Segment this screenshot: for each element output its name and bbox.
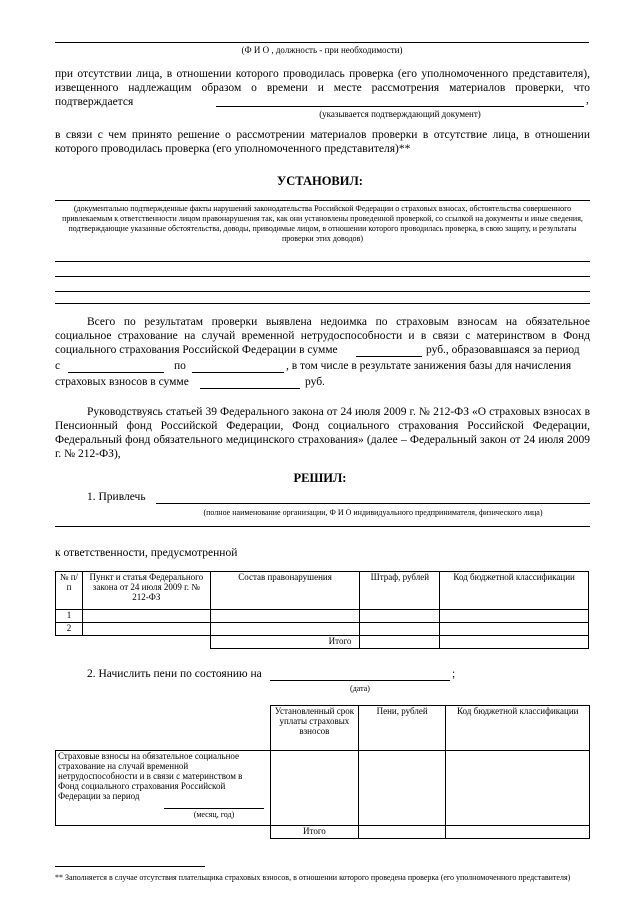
arrears-line-3a: социального страхования Российской Федерации в сумме xyxy=(55,344,338,356)
penalties-date-field[interactable] xyxy=(270,680,450,681)
row-number: 2 xyxy=(56,623,83,636)
arrears-period-from-field[interactable] xyxy=(68,372,164,373)
absence-paragraph: при отсутствии лица, в отношении которого проводилась проверка (его уполномоченного представителя), извещенного надлежащим образом о времени и месте рассмотрения материалов проверки, что подтверждается xyxy=(55,68,590,108)
total-budget-code-cell[interactable] xyxy=(440,636,589,649)
established-title: УСТАНОВИЛ: xyxy=(277,174,363,188)
contributions-label-cell xyxy=(56,751,271,826)
arrears-line-4b: по xyxy=(174,360,186,372)
fio-caption: (Ф И О , должность - при необходимости) xyxy=(241,45,403,55)
established-caption: (документально подтвержденные факты нарушений законодательства Российской Федерации о страховых взносах, обстоятельства совершенного привлекаемым к ответственности лицом правонарушения так, как они установлены проведенной проверкой, со ссылкой на документы и иные сведения, подтверждающие указанные обстоятельства, доводы, приводимые лицом, в отношении которого проводилась проверка, в свою защиту, и результаты проверки этих доводов) xyxy=(62,204,583,243)
item1-caption: (полное наименование организации, Ф И О индивидуального предпринимателя, физического лица) xyxy=(203,508,543,517)
arrears-sum-field[interactable] xyxy=(356,356,422,357)
budget-code-cell[interactable] xyxy=(446,751,590,826)
total-budget-code-cell[interactable] xyxy=(446,826,590,839)
row-offense-cell[interactable] xyxy=(210,623,360,636)
header-budget-code: Код бюджетной классификации xyxy=(446,706,590,751)
header-fine: Штраф, рублей xyxy=(360,572,440,610)
header-penalty: Пени, рублей xyxy=(358,706,446,751)
period-field[interactable] xyxy=(164,808,264,809)
arrears-line-4c: , в том числе в результате занижения базы для начисления xyxy=(286,360,572,372)
absence-caption: (указывается подтверждающий документ) xyxy=(319,109,481,119)
penalties-header-row xyxy=(56,706,590,751)
penalties-date-caption: (дата) xyxy=(350,684,370,693)
table-row[interactable] xyxy=(56,623,589,636)
header-number: № п/п xyxy=(56,572,83,610)
arrears-line-4a: с xyxy=(55,360,61,372)
liability-label: к ответственности, предусмотренной xyxy=(55,547,238,559)
absence-comma: , xyxy=(586,94,589,106)
violations-header-row xyxy=(56,572,589,610)
arrears-line-5b: руб. xyxy=(305,376,325,388)
row-law-article-cell[interactable] xyxy=(82,623,210,636)
penalties-table xyxy=(55,705,590,839)
decision-paragraph: в связи с чем принято решение о рассмотрении материалов проверки в отсутствие лица, в отношении которого проводилась проверка (его уполномоченного представителя)** xyxy=(55,129,590,155)
established-line-1[interactable] xyxy=(55,261,590,262)
row-budget-code-cell[interactable] xyxy=(440,623,589,636)
decided-title: РЕШИЛ: xyxy=(293,471,347,485)
item1-name-field[interactable] xyxy=(156,503,590,504)
arrears-base-sum-field[interactable] xyxy=(200,388,300,389)
penalties-semicolon: ; xyxy=(452,668,456,680)
total-fine-cell[interactable] xyxy=(360,636,440,649)
row-law-article-cell[interactable] xyxy=(82,610,210,623)
total-penalty-cell[interactable] xyxy=(358,826,446,839)
total-row xyxy=(56,826,590,839)
arrears-period-to-field[interactable] xyxy=(192,372,284,373)
payment-deadline-cell[interactable] xyxy=(270,751,358,826)
guided-paragraph: Руководствуясь статьей 39 Федерального закона от 24 июля 2009 г. № 212-ФЗ «О страховых взносах в Пенсионный фонд Российской Федерации, Фонд социального страхования Российской Федерации, Федеральный фонд обязательного медицинского страхования» (далее – Федеральный закон от 24 июля 2009 г. № 212-ФЗ), xyxy=(55,406,590,460)
row-fine-cell[interactable] xyxy=(360,610,440,623)
table-row[interactable] xyxy=(56,751,590,826)
footnote-text: ** Заполняется в случае отсутствия плательщика страховых взносов, в отношении которого проведена проверка (его уполномоченного представителя) xyxy=(55,873,571,882)
header-budget-code: Код бюджетной классификации xyxy=(440,572,589,610)
arrears-line-3b: руб., образовавшаяся за период xyxy=(426,344,580,356)
row-budget-code-cell[interactable] xyxy=(440,610,589,623)
item1-label: 1. Привлечь xyxy=(87,491,146,503)
established-line-2[interactable] xyxy=(55,276,590,277)
arrears-line-1: Всего по результатам проверки выявлена недоимка по страховым взносам на обязательное xyxy=(87,316,590,328)
header-offense: Состав правонарушения xyxy=(210,572,360,610)
row-number: 1 xyxy=(56,610,83,623)
item1-name-field-2[interactable] xyxy=(55,526,590,527)
header-payment-deadline: Установленный срок уплаты страховых взносов xyxy=(270,706,358,751)
violations-table xyxy=(55,571,589,649)
footnote-separator xyxy=(55,866,205,867)
penalties-label: 2. Начислить пени по состоянию на xyxy=(87,668,262,680)
header-law-article: Пункт и статья Федерального закона от 24 июля 2009 г. № 212-ФЗ xyxy=(82,572,210,610)
penalty-cell[interactable] xyxy=(358,751,446,826)
period-caption: (месяц, год) xyxy=(193,810,235,819)
row-offense-cell[interactable] xyxy=(210,610,360,623)
established-line-4[interactable] xyxy=(55,303,590,304)
arrears-line-2: социальное страхование на случай временной нетрудоспособности и в связи с материнством в Фонд xyxy=(55,330,590,342)
arrears-line-5a: страховых взносов в сумме xyxy=(55,376,189,388)
contributions-label: Страховые взносы на обязательное социальное страхование на случай временной нетрудоспособности и в связи с материнством в Фонд социального страхования Российской Федерации за период xyxy=(58,751,243,801)
total-label: Итого xyxy=(270,826,358,839)
table-row[interactable] xyxy=(56,610,589,623)
fio-line xyxy=(55,42,589,43)
row-fine-cell[interactable] xyxy=(360,623,440,636)
established-line-3[interactable] xyxy=(55,291,590,292)
absence-confirm-line[interactable] xyxy=(216,106,584,107)
total-row xyxy=(56,636,589,649)
established-line-top[interactable] xyxy=(55,200,590,201)
total-label: Итого xyxy=(210,636,360,649)
